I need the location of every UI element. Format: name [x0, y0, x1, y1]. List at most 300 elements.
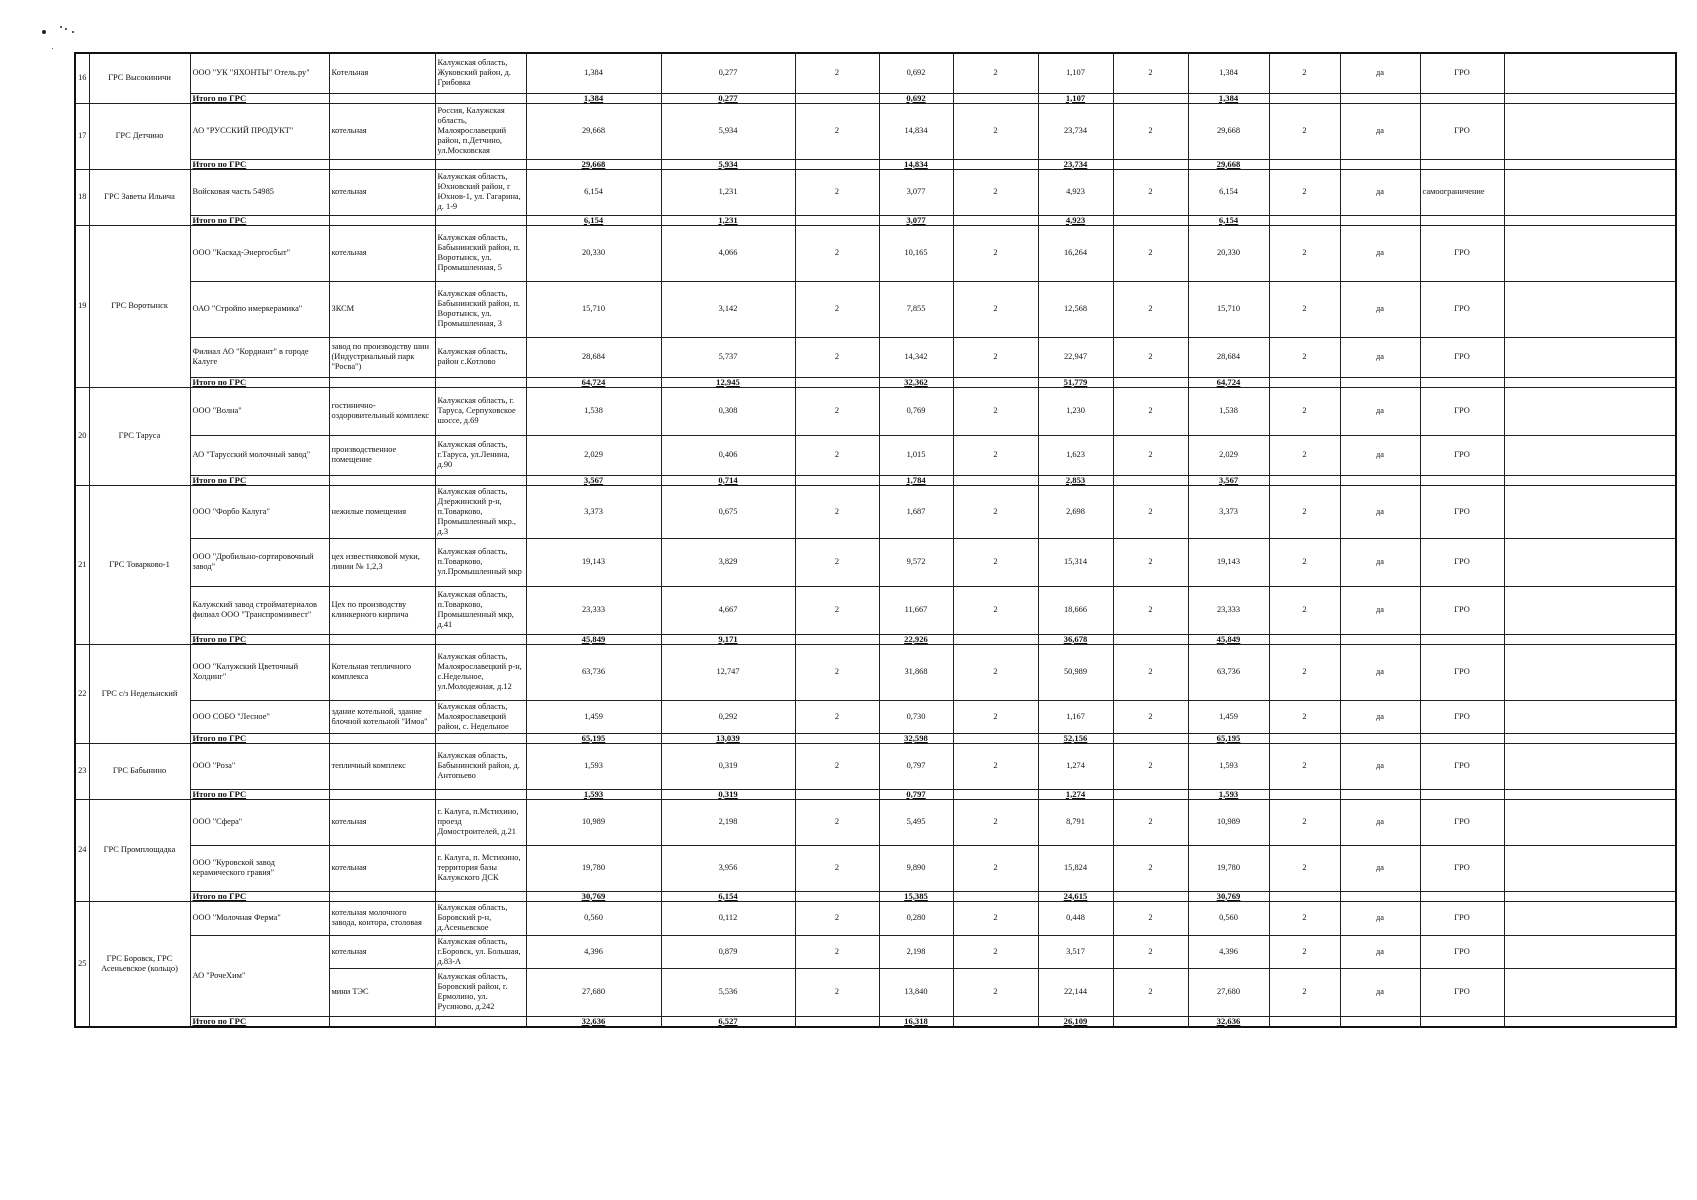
- value-c2: 0,277: [661, 53, 795, 93]
- value-c6: 23,734: [1038, 103, 1113, 159]
- value-c3: 2: [795, 968, 879, 1016]
- empty-cell: [795, 891, 879, 901]
- value-c5: 2: [953, 901, 1038, 935]
- value-c7: 2: [1113, 700, 1188, 733]
- owner-mark: ГРО: [1420, 485, 1504, 538]
- value-c1: 15,710: [526, 281, 661, 337]
- value-c5: 2: [953, 644, 1038, 700]
- empty-cell: [1504, 169, 1676, 215]
- total-t1: 3,567: [526, 475, 661, 485]
- value-c6: 8,791: [1038, 799, 1113, 845]
- consumer-name: ООО СОБО "Лесное": [190, 700, 329, 733]
- empty-cell: [329, 475, 435, 485]
- document-sheet: [74, 52, 1675, 1028]
- total-label: Итого по ГРС: [190, 1016, 329, 1027]
- value-c2: 12,747: [661, 644, 795, 700]
- grs-name: ГРС Высокиничи: [89, 53, 190, 103]
- consumer-name: ООО "Калужский Цветочный Холдинг": [190, 644, 329, 700]
- total-t6: 36,678: [1038, 634, 1113, 644]
- empty-cell: [795, 475, 879, 485]
- value-c7: 2: [1113, 387, 1188, 435]
- value-c7: 2: [1113, 538, 1188, 586]
- owner-mark: ГРО: [1420, 337, 1504, 377]
- value-c7: 2: [1113, 799, 1188, 845]
- empty-cell: [1504, 789, 1676, 799]
- total-label: Итого по ГРС: [190, 891, 329, 901]
- value-c1: 20,330: [526, 225, 661, 281]
- owner-mark: ГРО: [1420, 935, 1504, 968]
- value-c9: 2: [1269, 281, 1340, 337]
- grs-name: ГРС Товарково-1: [89, 485, 190, 644]
- facility-address: Калужская область, Бабынинский район, п. Воротынск, ул. Промышленная, 5: [435, 225, 526, 281]
- empty-cell: [1504, 387, 1676, 435]
- value-c2: 0,112: [661, 901, 795, 935]
- facility-type: котельная молочного завода, контора, столовая: [329, 901, 435, 935]
- value-c10: да: [1340, 337, 1420, 377]
- value-c1: 28,684: [526, 337, 661, 377]
- value-c3: 2: [795, 387, 879, 435]
- value-c2: 0,406: [661, 435, 795, 475]
- value-c8: 27,680: [1188, 968, 1269, 1016]
- empty-cell: [795, 159, 879, 169]
- total-t4: 15,385: [879, 891, 953, 901]
- value-c4: 0,730: [879, 700, 953, 733]
- empty-cell: [1504, 159, 1676, 169]
- empty-cell: [1420, 1016, 1504, 1027]
- empty-cell: [953, 377, 1038, 387]
- value-c8: 3,373: [1188, 485, 1269, 538]
- consumer-name: ООО "Дробильно-сортировочный завод": [190, 538, 329, 586]
- total-t8: 1,593: [1188, 789, 1269, 799]
- empty-cell: [435, 634, 526, 644]
- empty-cell: [1504, 225, 1676, 281]
- empty-cell: [1504, 634, 1676, 644]
- value-c4: 0,769: [879, 387, 953, 435]
- total-t1: 30,769: [526, 891, 661, 901]
- total-t2: 5,934: [661, 159, 795, 169]
- total-t8: 32,636: [1188, 1016, 1269, 1027]
- empty-cell: [435, 159, 526, 169]
- row-number: 20: [75, 387, 89, 485]
- total-t1: 32,636: [526, 1016, 661, 1027]
- total-row: [75, 733, 1676, 743]
- total-t4: 32,598: [879, 733, 953, 743]
- value-c6: 1,274: [1038, 743, 1113, 789]
- value-c3: 2: [795, 337, 879, 377]
- value-c5: 2: [953, 700, 1038, 733]
- value-c9: 2: [1269, 538, 1340, 586]
- value-c7: 2: [1113, 225, 1188, 281]
- empty-cell: [953, 634, 1038, 644]
- value-c10: да: [1340, 103, 1420, 159]
- table-row: [75, 743, 1676, 789]
- value-c6: 15,824: [1038, 845, 1113, 891]
- empty-cell: [1113, 475, 1188, 485]
- value-c5: 2: [953, 169, 1038, 215]
- value-c9: 2: [1269, 337, 1340, 377]
- consumer-name: ОАО "Стройпо имеркерамика": [190, 281, 329, 337]
- grs-name: ГРС Таруса: [89, 387, 190, 485]
- value-c5: 2: [953, 53, 1038, 93]
- value-c8: 20,330: [1188, 225, 1269, 281]
- facility-type: Котельная тепличного комплекса: [329, 644, 435, 700]
- total-t8: 65,195: [1188, 733, 1269, 743]
- value-c8: 15,710: [1188, 281, 1269, 337]
- empty-cell: [1340, 634, 1420, 644]
- value-c10: да: [1340, 538, 1420, 586]
- empty-cell: [1269, 215, 1340, 225]
- empty-cell: [1420, 377, 1504, 387]
- table-row: [75, 799, 1676, 845]
- total-t1: 65,195: [526, 733, 661, 743]
- value-c10: да: [1340, 485, 1420, 538]
- value-c6: 15,314: [1038, 538, 1113, 586]
- value-c8: 19,143: [1188, 538, 1269, 586]
- empty-cell: [1504, 281, 1676, 337]
- total-label: Итого по ГРС: [190, 93, 329, 103]
- facility-type: ЗКСМ: [329, 281, 435, 337]
- total-t8: 45,849: [1188, 634, 1269, 644]
- value-c9: 2: [1269, 845, 1340, 891]
- value-c6: 0,448: [1038, 901, 1113, 935]
- facility-type: котельная: [329, 935, 435, 968]
- facility-address: Калужская область, Бабынинский район, п. Воротынск, ул. Промышленная, 3: [435, 281, 526, 337]
- row-number: 17: [75, 103, 89, 169]
- value-c3: 2: [795, 799, 879, 845]
- facility-type: Котельная: [329, 53, 435, 93]
- empty-cell: [1420, 891, 1504, 901]
- value-c7: 2: [1113, 485, 1188, 538]
- value-c5: 2: [953, 485, 1038, 538]
- empty-cell: [1504, 538, 1676, 586]
- value-c3: 2: [795, 700, 879, 733]
- total-row: [75, 215, 1676, 225]
- empty-cell: [1113, 93, 1188, 103]
- empty-cell: [1504, 891, 1676, 901]
- value-c9: 2: [1269, 935, 1340, 968]
- value-c7: 2: [1113, 586, 1188, 634]
- consumer-name: ООО "Каскад-Энергосбыт": [190, 225, 329, 281]
- value-c6: 22,144: [1038, 968, 1113, 1016]
- facility-type: котельная: [329, 799, 435, 845]
- empty-cell: [1269, 891, 1340, 901]
- value-c10: да: [1340, 799, 1420, 845]
- value-c5: 2: [953, 935, 1038, 968]
- value-c4: 13,840: [879, 968, 953, 1016]
- value-c7: 2: [1113, 901, 1188, 935]
- value-c3: 2: [795, 53, 879, 93]
- total-t4: 0,692: [879, 93, 953, 103]
- table-body: [75, 53, 1676, 1027]
- value-c8: 2,029: [1188, 435, 1269, 475]
- table-row: [75, 169, 1676, 215]
- total-t8: 1,384: [1188, 93, 1269, 103]
- empty-cell: [795, 215, 879, 225]
- value-c9: 2: [1269, 743, 1340, 789]
- empty-cell: [1504, 337, 1676, 377]
- table-row: [75, 935, 1676, 968]
- empty-cell: [1340, 1016, 1420, 1027]
- empty-cell: [953, 475, 1038, 485]
- facility-type: котельная: [329, 225, 435, 281]
- total-t6: 1,274: [1038, 789, 1113, 799]
- row-number: 23: [75, 743, 89, 799]
- value-c6: 12,568: [1038, 281, 1113, 337]
- value-c2: 3,829: [661, 538, 795, 586]
- value-c9: 2: [1269, 435, 1340, 475]
- empty-cell: [1269, 475, 1340, 485]
- value-c3: 2: [795, 538, 879, 586]
- empty-cell: [795, 93, 879, 103]
- empty-cell: [1340, 475, 1420, 485]
- total-t2: 6,154: [661, 891, 795, 901]
- table-row: [75, 845, 1676, 891]
- value-c3: 2: [795, 169, 879, 215]
- value-c8: 28,684: [1188, 337, 1269, 377]
- owner-mark: ГРО: [1420, 743, 1504, 789]
- grs-name: ГРС Боровск, ГРС Асеньевское (кольцо): [89, 901, 190, 1027]
- empty-cell: [435, 789, 526, 799]
- value-c7: 2: [1113, 743, 1188, 789]
- facility-type: тепличный комплекс: [329, 743, 435, 789]
- value-c1: 3,373: [526, 485, 661, 538]
- value-c3: 2: [795, 743, 879, 789]
- table-row: [75, 387, 1676, 435]
- value-c2: 5,737: [661, 337, 795, 377]
- value-c3: 2: [795, 225, 879, 281]
- value-c9: 2: [1269, 968, 1340, 1016]
- value-c5: 2: [953, 435, 1038, 475]
- value-c3: 2: [795, 435, 879, 475]
- empty-cell: [329, 891, 435, 901]
- owner-mark: ГРО: [1420, 225, 1504, 281]
- value-c4: 14,834: [879, 103, 953, 159]
- total-t6: 51,779: [1038, 377, 1113, 387]
- value-c8: 63,736: [1188, 644, 1269, 700]
- total-t1: 64,724: [526, 377, 661, 387]
- value-c1: 29,668: [526, 103, 661, 159]
- value-c9: 2: [1269, 103, 1340, 159]
- consumer-name: ООО "УК "ЯХОНТЫ" Отель.ру": [190, 53, 329, 93]
- total-t8: 29,668: [1188, 159, 1269, 169]
- value-c9: 2: [1269, 700, 1340, 733]
- facility-address: Калужская область, Боровский р-н, д.Асеньевское: [435, 901, 526, 935]
- value-c7: 2: [1113, 169, 1188, 215]
- facility-type: производственное помещение: [329, 435, 435, 475]
- total-t1: 1,593: [526, 789, 661, 799]
- value-c8: 6,154: [1188, 169, 1269, 215]
- empty-cell: [329, 1016, 435, 1027]
- empty-cell: [1504, 1016, 1676, 1027]
- table-row: [75, 901, 1676, 935]
- empty-cell: [953, 733, 1038, 743]
- value-c4: 10,165: [879, 225, 953, 281]
- value-c5: 2: [953, 337, 1038, 377]
- facility-address: Калужская область, Дзержинский р-н, п.Товарково, Промышленный мкр., д.3: [435, 485, 526, 538]
- facility-type: котельная: [329, 169, 435, 215]
- value-c6: 3,517: [1038, 935, 1113, 968]
- table-row: [75, 225, 1676, 281]
- value-c8: 1,593: [1188, 743, 1269, 789]
- table-row: [75, 103, 1676, 159]
- row-number: 25: [75, 901, 89, 1027]
- empty-cell: [1504, 743, 1676, 789]
- value-c6: 1,167: [1038, 700, 1113, 733]
- total-t8: 30,769: [1188, 891, 1269, 901]
- empty-cell: [329, 215, 435, 225]
- owner-mark: ГРО: [1420, 968, 1504, 1016]
- empty-cell: [1340, 733, 1420, 743]
- value-c6: 18,666: [1038, 586, 1113, 634]
- empty-cell: [1420, 215, 1504, 225]
- empty-cell: [329, 789, 435, 799]
- facility-address: Калужская область, г.Боровск, ул. Большая, д.83-А: [435, 935, 526, 968]
- owner-mark: ГРО: [1420, 845, 1504, 891]
- value-c5: 2: [953, 387, 1038, 435]
- empty-cell: [435, 475, 526, 485]
- value-c7: 2: [1113, 644, 1188, 700]
- total-label: Итого по ГРС: [190, 789, 329, 799]
- total-t6: 2,853: [1038, 475, 1113, 485]
- total-label: Итого по ГРС: [190, 215, 329, 225]
- total-label: Итого по ГРС: [190, 377, 329, 387]
- total-row: [75, 789, 1676, 799]
- empty-cell: [329, 159, 435, 169]
- facility-address: Калужская область, Бабынинский район, д. Антопьево: [435, 743, 526, 789]
- total-row: [75, 475, 1676, 485]
- total-t2: 12,945: [661, 377, 795, 387]
- total-t2: 0,714: [661, 475, 795, 485]
- table-row: [75, 586, 1676, 634]
- empty-cell: [1269, 634, 1340, 644]
- value-c6: 4,923: [1038, 169, 1113, 215]
- value-c1: 2,029: [526, 435, 661, 475]
- value-c1: 1,459: [526, 700, 661, 733]
- total-label: Итого по ГРС: [190, 634, 329, 644]
- value-c5: 2: [953, 743, 1038, 789]
- owner-mark: ГРО: [1420, 644, 1504, 700]
- facility-address: Калужская область, г. Таруса, Серпуховское шоссе, д.69: [435, 387, 526, 435]
- empty-cell: [329, 93, 435, 103]
- note-text: самоограничение: [1420, 169, 1504, 215]
- empty-cell: [953, 1016, 1038, 1027]
- value-c1: 27,680: [526, 968, 661, 1016]
- value-c7: 2: [1113, 53, 1188, 93]
- table-row: [75, 644, 1676, 700]
- facility-address: Калужская область, п.Товарково, Промышленный мкр, д.41: [435, 586, 526, 634]
- facility-type: котельная: [329, 103, 435, 159]
- empty-cell: [1269, 377, 1340, 387]
- consumer-name: АО "РУССКИЙ ПРОДУКТ": [190, 103, 329, 159]
- empty-cell: [1113, 891, 1188, 901]
- total-label: Итого по ГРС: [190, 733, 329, 743]
- empty-cell: [1504, 901, 1676, 935]
- owner-mark: ГРО: [1420, 435, 1504, 475]
- value-c10: да: [1340, 935, 1420, 968]
- total-label: Итого по ГРС: [190, 475, 329, 485]
- empty-cell: [435, 1016, 526, 1027]
- owner-mark: ГРО: [1420, 538, 1504, 586]
- owner-mark: ГРО: [1420, 53, 1504, 93]
- value-c10: да: [1340, 700, 1420, 733]
- value-c6: 50,989: [1038, 644, 1113, 700]
- total-t4: 22,926: [879, 634, 953, 644]
- empty-cell: [1340, 215, 1420, 225]
- value-c4: 0,797: [879, 743, 953, 789]
- value-c3: 2: [795, 901, 879, 935]
- value-c5: 2: [953, 538, 1038, 586]
- consumer-name: Калужский завод стройматериалов филиал ООО "Транспромиивест": [190, 586, 329, 634]
- facility-address: Россия, Калужская область, Малоярославецкий район, п.Детчино, ул.Московская: [435, 103, 526, 159]
- value-c6: 22,947: [1038, 337, 1113, 377]
- table-row: [75, 485, 1676, 538]
- empty-cell: [435, 377, 526, 387]
- owner-mark: ГРО: [1420, 799, 1504, 845]
- consumer-name: ООО "Молочная Ферма": [190, 901, 329, 935]
- value-c6: 16,264: [1038, 225, 1113, 281]
- value-c3: 2: [795, 103, 879, 159]
- total-t2: 13,039: [661, 733, 795, 743]
- empty-cell: [953, 93, 1038, 103]
- value-c9: 2: [1269, 644, 1340, 700]
- value-c10: да: [1340, 901, 1420, 935]
- value-c9: 2: [1269, 53, 1340, 93]
- total-row: [75, 634, 1676, 644]
- empty-cell: [1113, 1016, 1188, 1027]
- empty-cell: [1113, 377, 1188, 387]
- value-c4: 7,855: [879, 281, 953, 337]
- empty-cell: [1504, 968, 1676, 1016]
- total-label: Итого по ГРС: [190, 159, 329, 169]
- value-c1: 19,143: [526, 538, 661, 586]
- value-c8: 0,560: [1188, 901, 1269, 935]
- value-c7: 2: [1113, 845, 1188, 891]
- empty-cell: [1113, 159, 1188, 169]
- total-t8: 6,154: [1188, 215, 1269, 225]
- value-c5: 2: [953, 845, 1038, 891]
- value-c4: 1,687: [879, 485, 953, 538]
- facility-address: Калужская область, район с.Котлово: [435, 337, 526, 377]
- empty-cell: [1504, 215, 1676, 225]
- value-c2: 0,292: [661, 700, 795, 733]
- value-c3: 2: [795, 845, 879, 891]
- value-c9: 2: [1269, 586, 1340, 634]
- value-c7: 2: [1113, 103, 1188, 159]
- empty-cell: [953, 215, 1038, 225]
- empty-cell: [1504, 93, 1676, 103]
- consumer-name: Филиал АО "Кордиант" в городе Калуге: [190, 337, 329, 377]
- consumer-name: ООО "Сфера": [190, 799, 329, 845]
- value-c3: 2: [795, 586, 879, 634]
- total-t1: 29,668: [526, 159, 661, 169]
- grs-consumers-table: [74, 52, 1677, 1028]
- value-c1: 4,396: [526, 935, 661, 968]
- empty-cell: [1340, 159, 1420, 169]
- empty-cell: [1504, 103, 1676, 159]
- value-c4: 3,077: [879, 169, 953, 215]
- value-c4: 11,667: [879, 586, 953, 634]
- table-row: [75, 281, 1676, 337]
- total-t2: 0,277: [661, 93, 795, 103]
- value-c2: 0,675: [661, 485, 795, 538]
- consumer-name: АО "РочеХим": [190, 935, 329, 1016]
- grs-name: ГРС с/з Недельнский: [89, 644, 190, 743]
- empty-cell: [1340, 789, 1420, 799]
- empty-cell: [1504, 485, 1676, 538]
- value-c10: да: [1340, 968, 1420, 1016]
- empty-cell: [1113, 733, 1188, 743]
- total-t1: 6,154: [526, 215, 661, 225]
